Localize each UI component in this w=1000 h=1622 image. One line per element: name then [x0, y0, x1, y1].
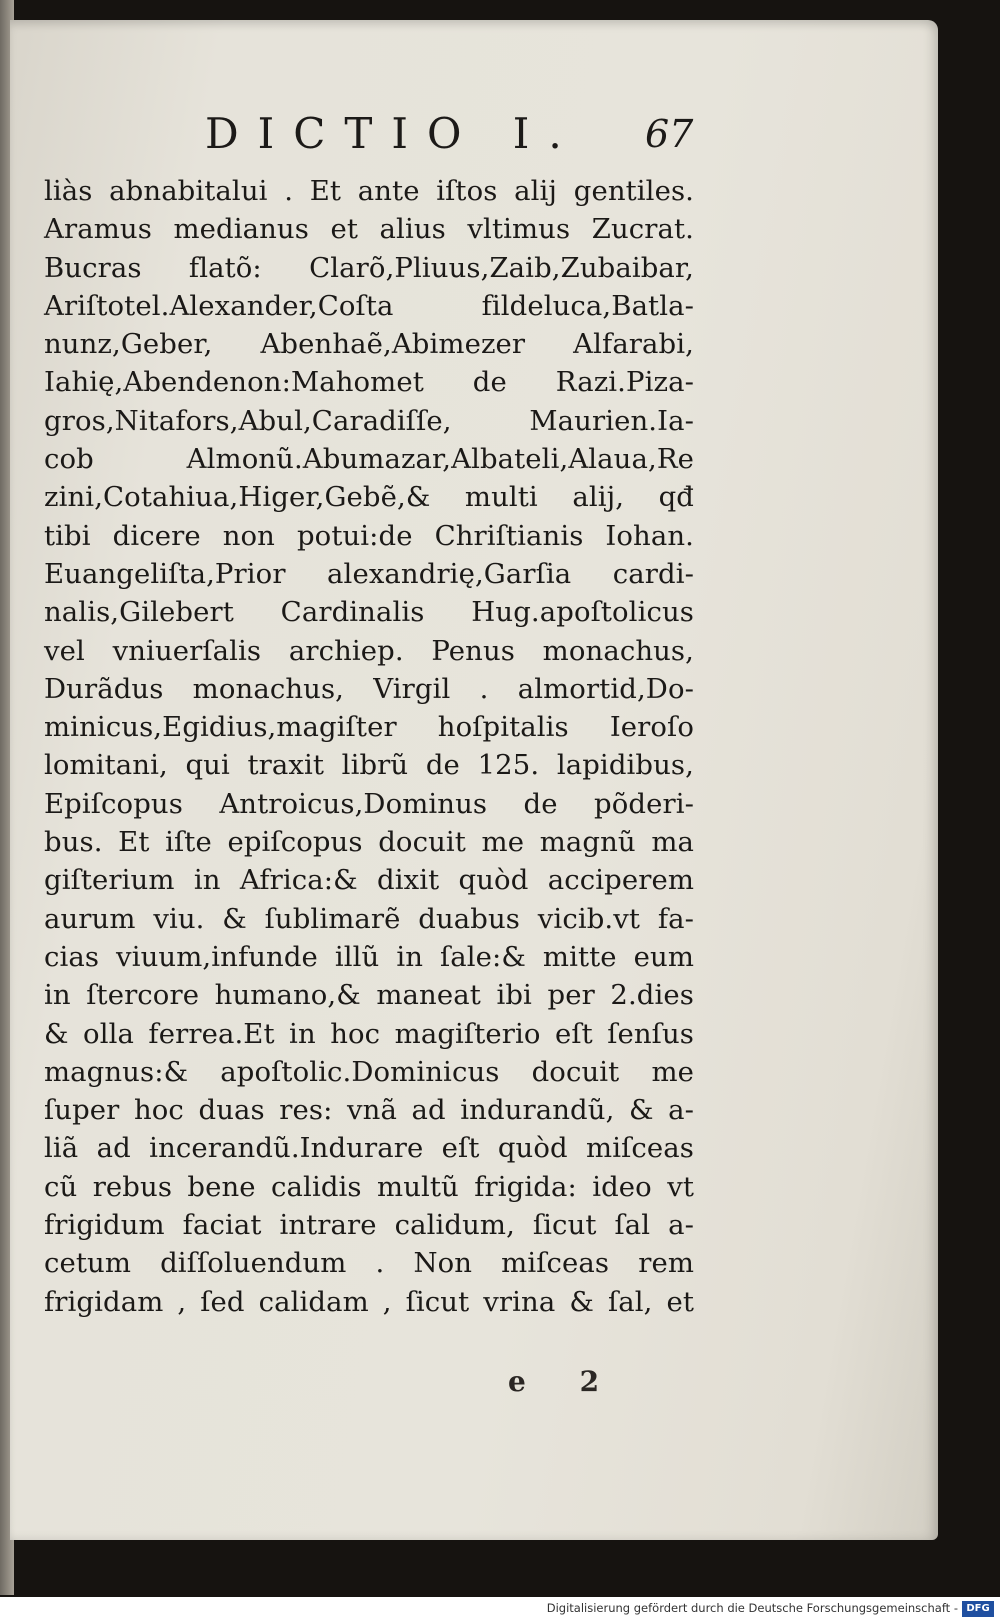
funding-credit: Digitalisierung gefördert durch die Deutsche Forschungsgemeinschaft - [546, 1601, 958, 1615]
text-line: cũ rebus bene calidis multũ frigida: ideo vt [44, 1170, 694, 1203]
text-line: aurum viu. & ſublimarẽ duabus vicib.vt fa- [44, 902, 694, 935]
footer-bar [0, 1597, 1000, 1622]
body-text [44, 172, 694, 1321]
page-number: 67 [645, 112, 694, 156]
text-line: frigidam , ſed calidam , ſicut vrina & ſal, et [44, 1285, 694, 1318]
text-line: liàs abnabitalui . Et ante iſtos alij gentiles. [44, 175, 694, 207]
text-line: Euangeliſta,Prior alexandrię,Garſia cardi- [44, 557, 694, 590]
page-header [205, 106, 705, 162]
text-line: minicus,Egidius,magiſter hoſpitalis Ieroſo [44, 711, 694, 744]
text-line: magnus:& apoſtolic.Dominicus docuit me [44, 1055, 694, 1088]
running-title: DICTIO I. [205, 109, 581, 158]
text-line: in ſtercore humano,& maneat ibi per 2.dies [44, 979, 694, 1012]
text-line: Durãdus monachus, Virgil . almortid,Do- [44, 672, 694, 705]
dfg-logo: DFG [962, 1601, 994, 1617]
text-line: gros,Nitafors,Abul,Caradiſſe, Maurien.Ia- [44, 404, 694, 437]
text-line: frigidum faciat intrare calidum, ſicut ſal a- [44, 1209, 694, 1242]
text-line: bus. Et iſte epiſcopus docuit me magnũ ma [44, 826, 694, 859]
text-line: cob Almonũ.Abumazar,Albateli,Alaua,Re [44, 443, 694, 476]
text-line: Bucras flatõ: Clarõ,Pliuus,Zaib,Zubaibar, [44, 251, 694, 284]
text-line: Iahię,Abendenon:Mahomet de Razi.Piza- [44, 366, 694, 399]
text-line: ſuper hoc duas res: vnã ad indurandũ, & a- [44, 1094, 694, 1127]
text-line: cias viuum,infunde illũ in ſale:& mitte eum [44, 940, 694, 973]
text-line: liã ad incerandũ.Indurare eſt quòd miſceas [44, 1132, 694, 1165]
right-margin [938, 0, 1000, 1595]
text-line: giſterium in Africa:& dixit quòd acciperem [44, 864, 694, 897]
text-line: Epiſcopus Antroicus,Dominus de põderi- [44, 787, 694, 820]
text-line: Aramus medianus et alius vltimus Zucrat. [44, 213, 694, 246]
text-line: & olla ferrea.Et in hoc magiſterio eſt ſenſus [44, 1017, 694, 1050]
signature-mark: e 2 [508, 1365, 622, 1398]
text-line: lomitani, qui traxit librũ de 125. lapidibus, [44, 749, 694, 782]
text-line: tibi dicere non potui:de Chriſtianis Iohan. [44, 519, 694, 552]
text-line: nalis,Gilebert Cardinalis Hug.apoſtolicus [44, 596, 694, 629]
text-line: vel vniuerſalis archiep. Penus monachus, [44, 634, 694, 667]
text-line: Ariſtotel.Alexander,Coſta fildeluca,Batla- [44, 289, 694, 322]
text-line: nunz,Geber, Abenhaẽ,Abimezer Alfarabi, [44, 328, 694, 361]
text-line: zini,Cotahiua,Higer,Gebẽ,& multi alij, qđ [44, 481, 694, 514]
text-line: cetum diſſoluendum . Non miſceas rem [44, 1247, 694, 1280]
